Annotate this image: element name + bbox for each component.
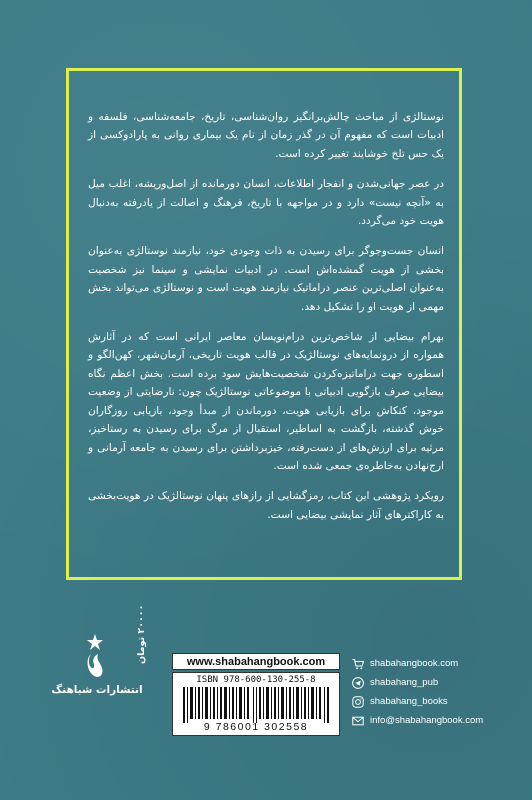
blurb-paragraph-1: نوستالژی از مباحث چالش‌برانگیز روان‌شناسی، تاریخ، جامعه‌شناسی، فلسفه و ادبیات است که مفهوم آن در گذر زمان از نام یک بیماری روانی به پارادوکسی از یک حس تلخ خوشایند تغییر کرده است. [88,111,444,160]
barcode-bars-icon [183,687,331,723]
website-label: www.shabahangbook.com [172,653,340,670]
barcode-digits: 9 786001 302558 [203,721,309,733]
telegram-icon [352,677,364,689]
cart-icon [352,658,364,670]
blurb-paragraph-5: رویکرد پژوهشی این کتاب، رمزگشایی از رازهای پنهان نوستالژیک در هویت‌بخشی به کاراکترهای آثار نمایشی بیضایی است. [88,490,444,521]
social-label-email: info@shabahangbook.com [370,715,484,726]
blurb-paragraph-4: بهرام بیضایی از شاخص‌ترین درام‌نویسان معاصر ایرانی است که در آثارش همواره از درونمایه‌های نوستالژیک در قالب هویت تاریخی، آرمان‌شهر، کهن‌الگو و اسطوره جهت دراماتیزه‌کردن شخصیت‌هایش سود برده است. بخش اعظم نگاه بیضایی صرف بازگویی ادبیاتی با موضوعاتی نوستالژیک چون: نارضایتی از وضعیت موجود، کنکاش برای بازیابی هویت، دورماندن از مبدأ وجود، بازیابی روزگاران خوش گذشته، بازگشت به اساطیر، استقبال از مرگ برای رسیدن به رستاخیز، مرثیه برای ارزش‌های از دست‌رفته، خیزبرداشتن برای رسیدن به جامعه آرمانی و ارج‌نهادن به‌خاطره‌ی جمعی شده است. [88,331,444,472]
blurb-text [88,108,444,536]
blurb-paragraph-2: در عصر جهانی‌شدن و انفجار اطلاعات، انسان دورمانده از اصل‌وریشه، اغلب میل به «آنچه نیست» دارد و در مواجهه با تاریخ، فرهنگ و اصالت از یادرفته به‌دنبال هویت خود می‌گردد. [88,178,444,228]
social-label-website: shabahangbook.com [370,658,459,669]
social-label-telegram: shabahang_pub [370,677,439,688]
social-item-website[interactable] [352,654,532,673]
publisher-logo-icon [82,632,108,682]
social-item-telegram[interactable] [352,673,532,692]
isbn-number: ISBN 978-600-130-255-8 [196,675,316,685]
price-label: ۲۰۰۰۰ تومان [136,604,147,664]
social-links [352,654,532,730]
instagram-icon [352,696,364,708]
social-item-email[interactable] [352,711,532,730]
isbn-barcode [172,672,340,736]
blurb-paragraph-3: انسان جست‌وجوگر برای رسیدن به ذات وجودی خود، نیازمند نوستالژی به‌عنوان بخشی از هویت گمشده‌اش است. در ادبیات نمایشی و سینما نیز شخصیت به‌عنوان اصلی‌ترین عنصر دراماتیک نیازمند هویت است و نوستالژی می‌تواند بخش مهمی از هویت او را تشکیل دهد. [88,245,444,313]
mail-icon [352,715,364,727]
publisher-name: انتشارات شباهنگ [51,684,143,696]
social-label-instagram: shabahang_books [370,696,448,707]
social-item-instagram[interactable] [352,692,532,711]
